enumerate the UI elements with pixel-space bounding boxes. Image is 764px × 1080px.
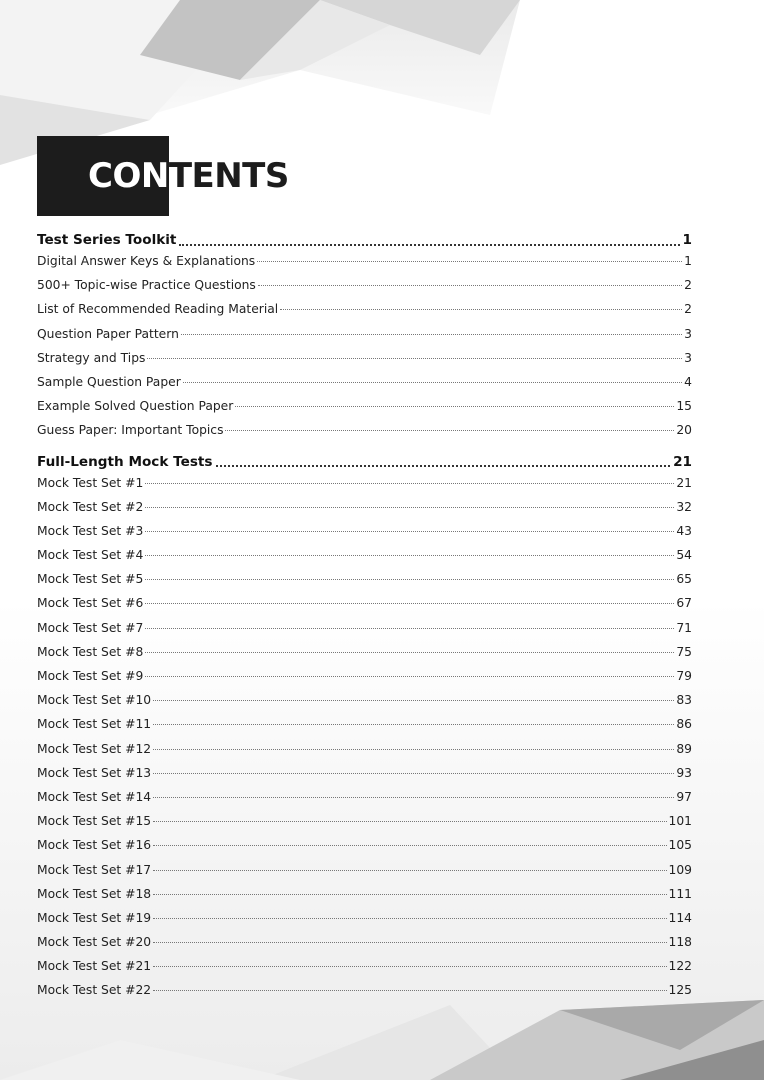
entry-title: Mock Test Set #21 <box>37 959 152 974</box>
section-title: Test Series Toolkit <box>37 232 177 248</box>
entry-page-number: 97 <box>676 789 692 804</box>
entry-page-number: 118 <box>668 935 692 950</box>
dot-leader <box>145 482 674 484</box>
entry-page-number: 122 <box>668 959 692 974</box>
entry-page-number: 83 <box>676 693 692 708</box>
entry-title: Mock Test Set #16 <box>37 838 152 853</box>
dot-leader <box>153 820 666 822</box>
entry-page-number: 43 <box>676 523 692 538</box>
section-title: Full-Length Mock Tests <box>37 453 213 470</box>
toc-entry[interactable] <box>37 548 692 572</box>
entry-page-number: 65 <box>676 572 692 587</box>
table-of-contents <box>37 226 692 1008</box>
dot-leader <box>183 381 682 383</box>
dot-leader <box>147 357 682 359</box>
toc-entry[interactable] <box>37 645 692 669</box>
entry-title: Mock Test Set #20 <box>37 935 152 950</box>
dot-leader <box>145 506 674 508</box>
entry-title: Mock Test Set #1 <box>37 475 144 490</box>
toc-entry[interactable] <box>37 278 692 302</box>
entry-title: Mock Test Set #22 <box>37 983 152 998</box>
entry-page-number: 67 <box>676 596 692 611</box>
toc-entry[interactable] <box>37 572 692 596</box>
dot-leader <box>153 699 674 701</box>
toc-entry[interactable] <box>37 863 692 887</box>
entry-title: Mock Test Set #12 <box>37 741 152 756</box>
entry-title: Mock Test Set #4 <box>37 548 144 563</box>
toc-entry[interactable] <box>37 500 692 524</box>
dot-leader <box>145 530 674 532</box>
toc-entry[interactable] <box>37 302 692 326</box>
entry-title: Mock Test Set #7 <box>37 620 144 635</box>
toc-entry[interactable] <box>37 790 692 814</box>
entry-title: Mock Test Set #9 <box>37 669 144 683</box>
entry-page-number: 93 <box>676 765 692 780</box>
toc-entry[interactable] <box>37 766 692 790</box>
dot-leader <box>145 651 674 653</box>
toc-entry[interactable] <box>37 399 692 423</box>
dot-leader <box>181 333 682 335</box>
toc-entry[interactable] <box>37 423 692 447</box>
toc-entry[interactable] <box>37 351 692 375</box>
dot-leader <box>235 405 674 407</box>
toc-entry[interactable] <box>37 814 692 838</box>
dot-leader <box>145 602 674 604</box>
entry-page-number: 2 <box>684 278 692 293</box>
entry-title: Mock Test Set #3 <box>37 523 144 538</box>
dot-leader <box>153 772 674 774</box>
entry-page-number: 109 <box>668 862 692 877</box>
dot-leader <box>145 554 674 556</box>
entry-page-number: 89 <box>676 741 692 756</box>
entry-page-number: 111 <box>668 886 692 901</box>
dot-leader <box>153 869 666 871</box>
dot-leader <box>153 917 666 919</box>
entry-page-number: 101 <box>668 814 692 829</box>
dot-leader <box>179 243 679 246</box>
dot-leader <box>258 284 682 286</box>
entry-title: Digital Answer Keys & Explanations <box>37 254 256 268</box>
entry-title: Mock Test Set #6 <box>37 596 144 611</box>
entry-title: Question Paper Pattern <box>37 326 179 341</box>
entry-page-number: 20 <box>676 423 692 438</box>
entry-page-number: 21 <box>676 475 692 490</box>
entry-page-number: 2 <box>684 302 692 317</box>
dot-leader <box>153 796 674 798</box>
dot-leader <box>153 893 666 895</box>
dot-leader <box>153 844 666 846</box>
entry-page-number: 71 <box>676 620 692 635</box>
entry-title: Mock Test Set #18 <box>37 886 152 901</box>
toc-entry[interactable] <box>37 983 692 1007</box>
page-title <box>88 136 289 216</box>
dot-leader <box>153 941 666 943</box>
dot-leader <box>280 308 682 310</box>
dot-leader <box>153 965 666 967</box>
contents-heading <box>37 136 289 216</box>
toc-entry[interactable] <box>37 911 692 935</box>
toc-entry[interactable] <box>37 327 692 351</box>
toc-entry[interactable] <box>37 742 692 766</box>
toc-entry[interactable] <box>37 375 692 399</box>
toc-entry[interactable] <box>37 254 692 278</box>
toc-entry[interactable] <box>37 524 692 548</box>
entry-title: Sample Question Paper <box>37 374 181 389</box>
entry-title: Mock Test Set #11 <box>37 717 152 732</box>
entry-title: Guess Paper: Important Topics <box>37 423 224 438</box>
entry-page-number: 1 <box>684 254 692 268</box>
entry-page-number: 3 <box>684 350 692 365</box>
dot-leader <box>145 578 674 580</box>
toc-entry[interactable] <box>37 887 692 911</box>
entry-page-number: 86 <box>676 717 692 732</box>
section-page-number: 1 <box>682 232 692 248</box>
entry-title: Example Solved Question Paper <box>37 399 234 414</box>
toc-entry[interactable] <box>37 935 692 959</box>
toc-entry[interactable] <box>37 621 692 645</box>
dot-leader <box>153 723 674 725</box>
toc-entry[interactable] <box>37 838 692 862</box>
entry-page-number: 75 <box>676 644 692 659</box>
entry-page-number: 3 <box>684 326 692 341</box>
entry-page-number: 32 <box>676 499 692 514</box>
entry-page-number: 4 <box>684 374 692 389</box>
title-part-one: CON <box>88 156 169 196</box>
dot-leader <box>153 989 666 991</box>
entry-title: Mock Test Set #10 <box>37 693 152 708</box>
entry-page-number: 105 <box>668 838 692 853</box>
section-page-number: 21 <box>673 453 692 470</box>
entry-title: Mock Test Set #14 <box>37 789 152 804</box>
entry-page-number: 15 <box>676 399 692 414</box>
entry-title: Mock Test Set #8 <box>37 644 144 659</box>
dot-leader <box>153 748 674 750</box>
toc-section-heading[interactable] <box>37 448 692 476</box>
toc-entry[interactable] <box>37 596 692 620</box>
toc-entry[interactable] <box>37 717 692 741</box>
toc-entry[interactable] <box>37 669 692 693</box>
entry-title: Mock Test Set #19 <box>37 910 152 925</box>
toc-entry[interactable] <box>37 476 692 500</box>
entry-page-number: 54 <box>676 548 692 563</box>
toc-entry[interactable] <box>37 959 692 983</box>
dot-leader <box>225 429 674 431</box>
entry-title: Mock Test Set #15 <box>37 814 152 829</box>
entry-title: 500+ Topic-wise Practice Questions <box>37 278 256 293</box>
entry-page-number: 79 <box>676 669 692 683</box>
entry-title: Mock Test Set #5 <box>37 572 144 587</box>
dot-leader <box>216 464 671 467</box>
dot-leader <box>145 627 674 629</box>
entry-page-number: 125 <box>668 983 692 998</box>
toc-section-heading[interactable] <box>37 226 692 254</box>
entry-title: Mock Test Set #17 <box>37 862 152 877</box>
dot-leader <box>257 260 682 262</box>
title-part-two: TENTS <box>168 156 289 196</box>
toc-entry[interactable] <box>37 693 692 717</box>
entry-title: Mock Test Set #13 <box>37 765 152 780</box>
entry-title: Strategy and Tips <box>37 350 146 365</box>
dot-leader <box>145 675 674 677</box>
entry-title: List of Recommended Reading Material <box>37 302 279 317</box>
entry-title: Mock Test Set #2 <box>37 499 144 514</box>
entry-page-number: 114 <box>668 910 692 925</box>
